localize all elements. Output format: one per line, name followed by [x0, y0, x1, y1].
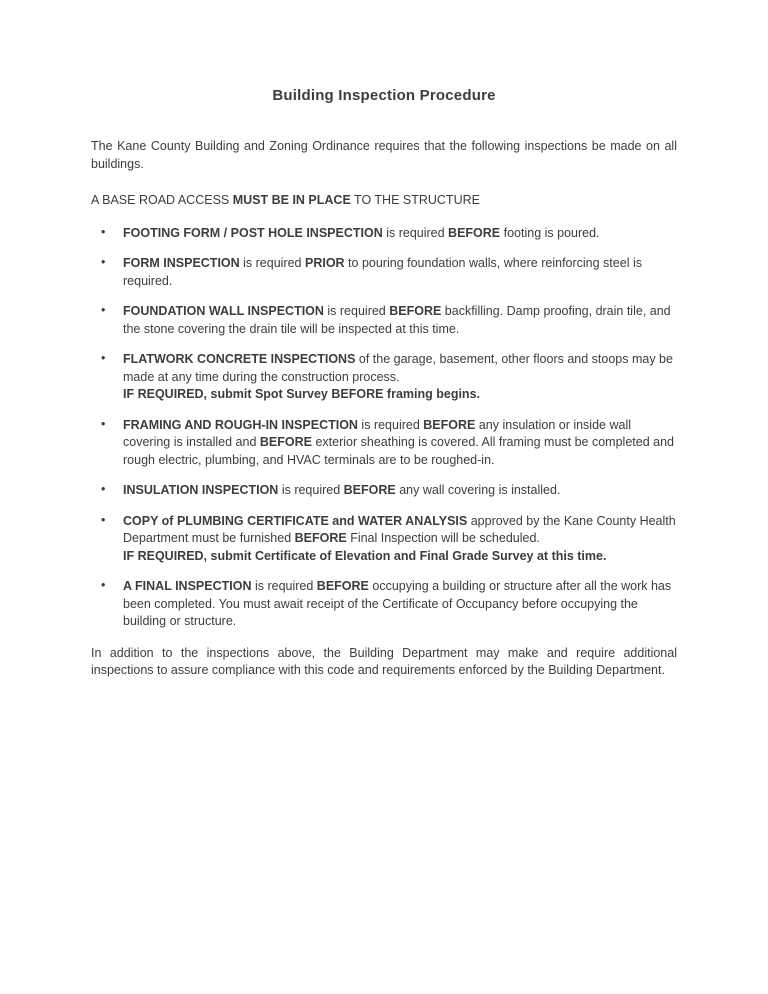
text-run: BEFORE	[448, 225, 501, 240]
text-run: BEFORE	[423, 417, 476, 432]
text-run: any insulation or inside wall covering is installed and	[123, 417, 631, 449]
inspection-item-text	[123, 256, 642, 288]
text-run: In addition to the inspections above, the Building Department may make and require additional inspections to assure compliance with this code and requirements enforced by the Building Department.	[91, 645, 677, 677]
inspection-list-item	[91, 482, 677, 500]
inspection-item-text	[123, 579, 671, 628]
text-run: any wall covering is installed.	[395, 483, 561, 497]
inspection-item-text	[123, 514, 676, 563]
inspection-list-item	[91, 513, 677, 566]
inspection-list-item	[91, 225, 677, 243]
text-run: TO THE STRUCTURE	[350, 193, 480, 207]
inspection-item-text	[123, 418, 674, 467]
text-run: is required	[357, 417, 424, 432]
text-run: is required	[278, 483, 344, 497]
text-run: of the garage, basement, other floors and stoops may be made at any time during the construction process.	[123, 352, 673, 384]
bullet-icon: •	[101, 578, 106, 592]
text-run: INSULATION INSPECTION	[123, 483, 279, 497]
inspection-list-item	[91, 303, 677, 338]
inspection-item-text	[123, 352, 673, 401]
text-run: BEFORE	[259, 435, 312, 449]
text-run: is required	[382, 225, 449, 240]
inspection-list	[91, 225, 677, 631]
text-run: is required	[323, 304, 390, 318]
text-run: IF REQUIRED, submit Certificate of Elevation and Final Grade Survey at this time.	[123, 548, 607, 563]
text-run: exterior sheathing is covered. All framing must be completed and rough electric, plumbing, and HVAC terminals are to be roughed-in.	[123, 435, 674, 467]
bullet-icon: •	[101, 303, 106, 317]
text-run: approved by the Kane County Health Department must be furnished	[123, 513, 676, 545]
text-run: is required	[239, 256, 305, 270]
inspection-item-text	[123, 304, 671, 336]
text-run: A BASE ROAD ACCESS	[91, 193, 233, 207]
text-run: backfilling. Damp proofing, drain tile, and the stone covering the drain tile will be inspected at this time.	[123, 304, 671, 336]
inspection-list-item	[91, 351, 677, 404]
text-run: FOUNDATION WALL INSPECTION	[123, 304, 324, 318]
text-run: FORM INSPECTION	[123, 256, 240, 270]
bullet-icon: •	[101, 416, 106, 431]
text-run: IF REQUIRED, submit Spot Survey BEFORE framing begins.	[123, 387, 480, 401]
bullet-icon: •	[101, 482, 106, 496]
closing-paragraph	[91, 645, 677, 680]
road-access-requirement	[91, 192, 677, 210]
bullet-icon: •	[101, 512, 106, 527]
text-run: The Kane County Building and Zoning Ordinance requires that the following inspections be made on all buildings.	[91, 139, 677, 171]
text-run: FRAMING AND ROUGH-IN INSPECTION	[123, 417, 358, 432]
document-title: Building Inspection Procedure	[272, 87, 496, 104]
text-run: A FINAL INSPECTION	[123, 579, 252, 593]
inspection-list-item	[91, 255, 677, 290]
text-run: BEFORE	[316, 579, 369, 593]
text-run: occupying a building or structure after all the work has been completed. You must await receipt of the Certificate of Occupancy before occupying the building or structure.	[123, 579, 672, 628]
text-run: MUST BE IN PLACE	[232, 193, 351, 207]
bullet-icon: •	[101, 224, 106, 239]
text-run: PRIOR	[304, 256, 345, 270]
text-run: COPY of PLUMBING CERTIFICATE and WATER ANALYSIS	[123, 513, 468, 528]
text-run: BEFORE	[389, 304, 442, 318]
text-run: BEFORE	[294, 531, 347, 545]
inspection-item-text	[123, 226, 600, 240]
bullet-icon: •	[101, 351, 106, 365]
text-run: FLATWORK CONCRETE INSPECTIONS	[123, 352, 356, 366]
intro-paragraph	[91, 138, 677, 173]
text-run: is required	[251, 579, 317, 593]
inspection-list-item	[91, 578, 677, 631]
text-run: BEFORE	[343, 483, 396, 497]
inspection-list-item	[91, 417, 677, 470]
bullet-icon: •	[101, 255, 106, 269]
text-run: to pouring foundation walls, where reinforcing steel is required.	[123, 256, 642, 288]
text-run: Final Inspection will be scheduled.	[346, 531, 540, 545]
text-run: FOOTING FORM / POST HOLE INSPECTION	[123, 225, 383, 240]
text-run: footing is poured.	[500, 225, 600, 240]
inspection-item-text	[123, 483, 560, 497]
